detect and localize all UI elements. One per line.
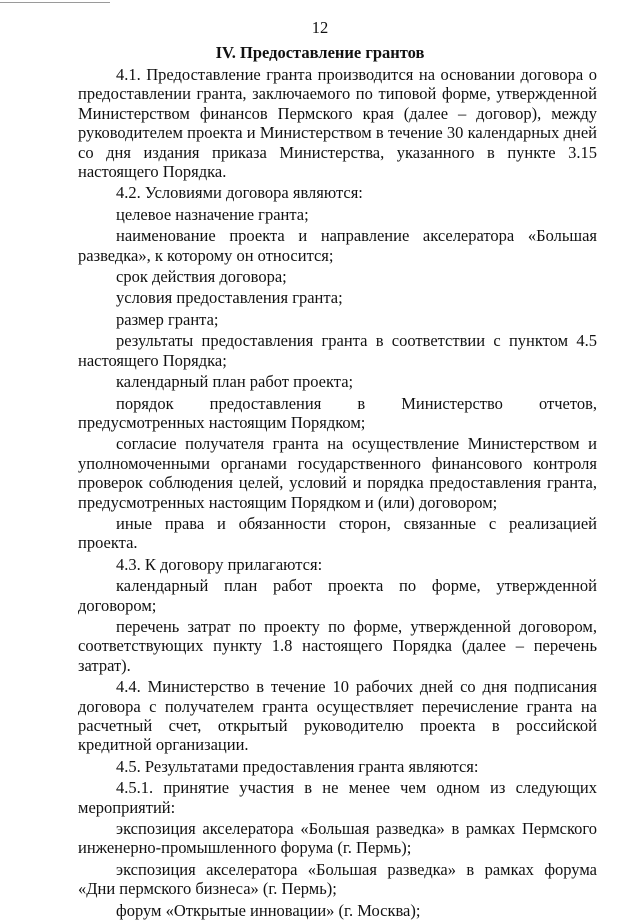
list-item: экспозиция акселератора «Большая разведка» в рамках форума «Дни пермского бизнеса» (г. Пермь); — [78, 859, 597, 899]
list-item: календарный план работ проекта; — [116, 372, 354, 392]
list-item: целевое назначение гранта; — [116, 204, 309, 224]
page-number: 12 — [311, 18, 329, 37]
paragraph-4-4: 4.4. Министерство в течение 10 рабочих дней со дня подписания договора с получателем гранта осуществляет перечисление гранта на расчетный счет, открытый руководителю проекта в российской кредитной организации. — [78, 677, 597, 755]
list-item: наименование проекта и направление акселератора «Большая разведка», к которому он относится; — [78, 226, 597, 265]
list-item: срок действия договора; — [116, 267, 287, 287]
paragraph-4-3: 4.3. К договору прилагаются: — [116, 554, 323, 574]
list-item: экспозиция акселератора «Большая разведка» в рамках Пермского инженерно-промышленного форума (г. Пермь); — [78, 819, 597, 858]
list-item: условия предоставления гранта; — [116, 288, 343, 308]
paragraph-4-2: 4.2. Условиями договора являются: — [116, 183, 363, 203]
list-item: календарный план работ проекта по форме, утвержденной договором; — [78, 576, 597, 615]
top-edge-line — [0, 2, 110, 3]
paragraph-4-5: 4.5. Результатами предоставления гранта являются: — [116, 756, 479, 776]
paragraph-4-1: 4.1. Предоставление гранта производится на основании договора о предоставлении гранта, заключаемого по типовой форме, утвержденной Министерством финансов Пермского края (далее – договор), между руководителем проекта и Министерством в течение 30 календарных дней со дня издания приказа Министерства, указанного в пункте 3.15 настоящего Порядка. — [78, 65, 597, 182]
list-item: иные права и обязанности сторон, связанные с реализацией проекта. — [78, 513, 597, 553]
list-item: результаты предоставления гранта в соответствии с пунктом 4.5 настоящего Порядка; — [78, 331, 597, 370]
list-item: размер гранта; — [116, 309, 219, 329]
paragraph-4-5-1: 4.5.1. принятие участия в не менее чем одном из следующих мероприятий: — [78, 778, 597, 817]
list-item: форум «Открытые инновации» (г. Москва); — [116, 900, 421, 920]
section-heading: IV. Предоставление грантов — [215, 43, 425, 62]
list-item: перечень затрат по проекту по форме, утвержденной договором, соответствующих пункту 1.8 настоящего Порядка (далее – перечень затрат). — [78, 616, 597, 675]
document-body — [78, 63, 597, 920]
list-item: порядок предоставления в Министерство отчетов, предусмотренных настоящим Порядком; — [78, 393, 597, 432]
list-item: согласие получателя гранта на осуществление Министерством и уполномоченными органами государственного финансового контроля проверок соблюдения целей, условий и порядка предоставления гранта, предусмотренных настоящим Порядком и (или) договором; — [78, 434, 597, 512]
